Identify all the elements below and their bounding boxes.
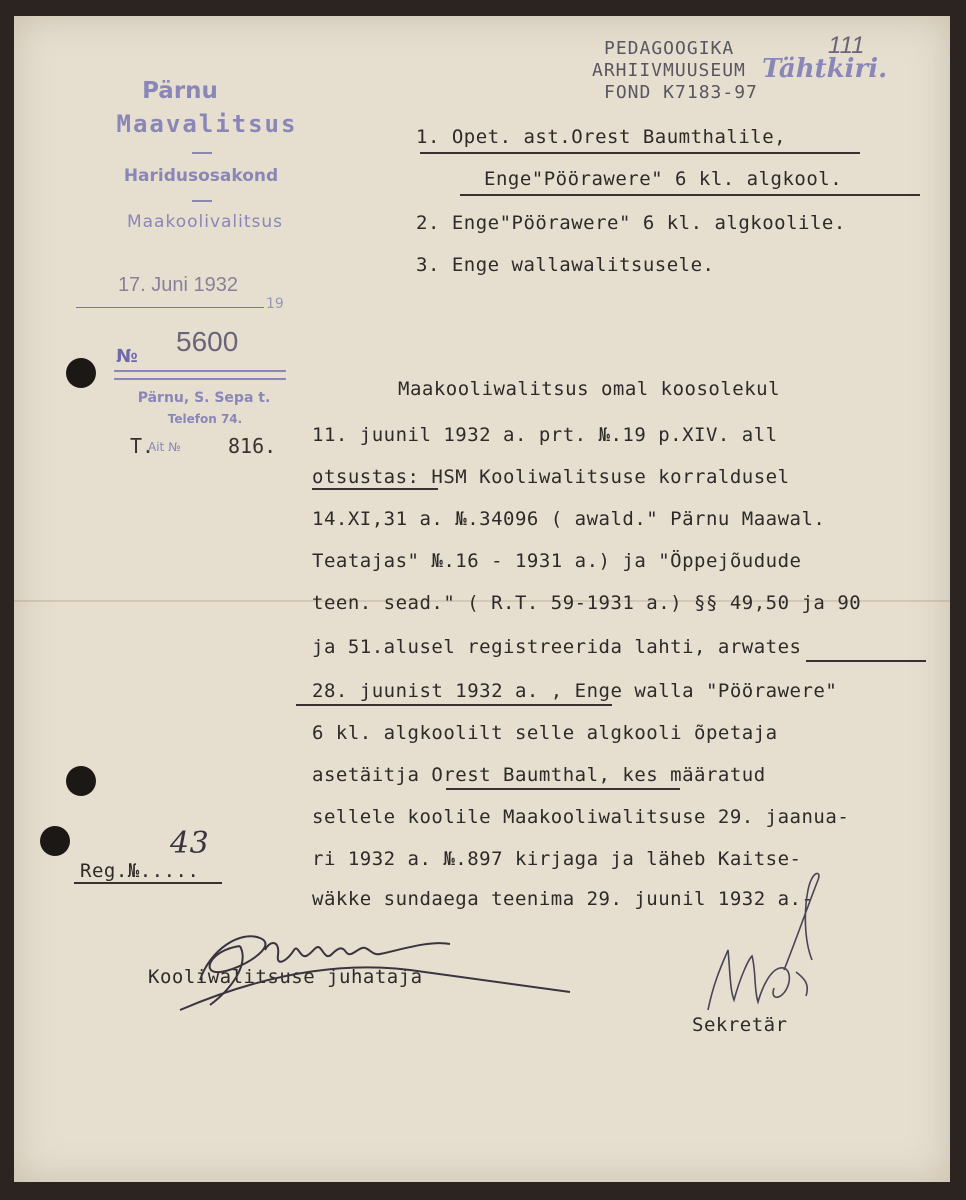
body-line: 6 kl. algkoolilt selle algkooli õpetaja <box>312 722 778 744</box>
body-line: 14.XI,31 a. №.34096 ( awald." Pärnu Maawal. <box>312 508 826 530</box>
stamp-date: 17. Juni 1932 <box>117 274 239 296</box>
stamp-phone: Telefon 74. <box>167 412 243 426</box>
punch-hole <box>40 826 70 856</box>
body-line: ri 1932 a. №.897 kirjaga ja läheb Kaitse- <box>312 848 802 870</box>
stamp-department: Haridusosakond <box>123 166 279 186</box>
stamp-number: 5600 <box>176 326 239 357</box>
stamp-number-line <box>114 378 286 380</box>
document-type: Tähtkiri. <box>762 54 888 84</box>
archive-mark: 111 <box>828 32 865 59</box>
archive-line-3: FOND K7183-97 <box>604 82 758 103</box>
underline <box>74 882 222 884</box>
stamp-divider <box>192 200 212 202</box>
underline <box>420 152 860 154</box>
underline <box>296 704 612 706</box>
stamp-number-line <box>114 370 286 372</box>
body-line: 11. juunil 1932 a. prt. №.19 p.XIV. all <box>312 424 778 446</box>
underline <box>460 194 920 196</box>
body-line: sellele koolile Maakooliwalitsuse 29. jaanua- <box>312 806 850 828</box>
stamp-number-symbol: № <box>116 346 138 367</box>
underline <box>806 660 926 662</box>
recipient-line: 2. Enge"Pöörawere" 6 kl. algkoolile. <box>416 212 846 234</box>
body-line: ja 51.alusel registreerida lahti, arwates <box>312 636 802 658</box>
recipient-line: 1. Opet. ast.Orest Baumthalile, <box>416 126 787 148</box>
body-line: asetäitja Orest Baumthal, kes määratud <box>312 764 766 786</box>
archive-line-2: ARHIIVMUUSEUM <box>592 60 746 81</box>
body-line: Teatajas" №.16 - 1931 a.) ja "Öppejõudude <box>312 550 802 572</box>
punch-hole <box>66 358 96 388</box>
recipient-line: Enge"Pöörawere" 6 kl. algkool. <box>484 168 843 190</box>
reg-label: Reg.№..... <box>80 860 200 882</box>
tel-prefix: T. <box>130 434 155 458</box>
stamp-address: Pärnu, S. Sepa t. <box>137 390 271 406</box>
archive-line-1: PEDAGOOGIKA <box>604 38 735 59</box>
body-line: teen. sead." ( R.T. 59-1931 a.) §§ 49,50 ja 90 <box>312 592 862 614</box>
stamp-school-board: Maakoolivalitsus <box>126 212 284 232</box>
signature-left-label: Kooliwalitsuse juhataja <box>148 966 423 988</box>
signature-right-label: Sekretär <box>692 1014 788 1036</box>
punch-hole <box>66 766 96 796</box>
stamp-city: Pärnu <box>142 78 218 104</box>
stamp-year-suffix: 19 <box>266 296 284 312</box>
tel-value: 816. <box>228 434 277 458</box>
underline <box>312 488 438 490</box>
handwritten-signature-right <box>700 860 840 1020</box>
recipient-line: 3. Enge wallawalitsusele. <box>416 254 715 276</box>
stamp-ext-label: Ait № <box>148 440 181 454</box>
body-line: otsustas: HSM Kooliwalitsuse korraldusel <box>312 466 790 488</box>
reg-number: 43 <box>170 826 210 861</box>
stamp-office: Maavalitsus <box>116 110 298 138</box>
body-line: 28. juunist 1932 a. , Enge walla "Pöörawere" <box>312 680 838 702</box>
body-line: Maakooliwalitsus omal koosolekul <box>398 378 781 400</box>
underline <box>446 788 680 790</box>
body-line: wäkke sundaega teenima 29. juunil 1932 a.- <box>312 888 814 910</box>
stamp-date-line <box>76 307 264 308</box>
stamp-divider <box>192 152 212 154</box>
handwritten-signature-left <box>170 910 590 1020</box>
